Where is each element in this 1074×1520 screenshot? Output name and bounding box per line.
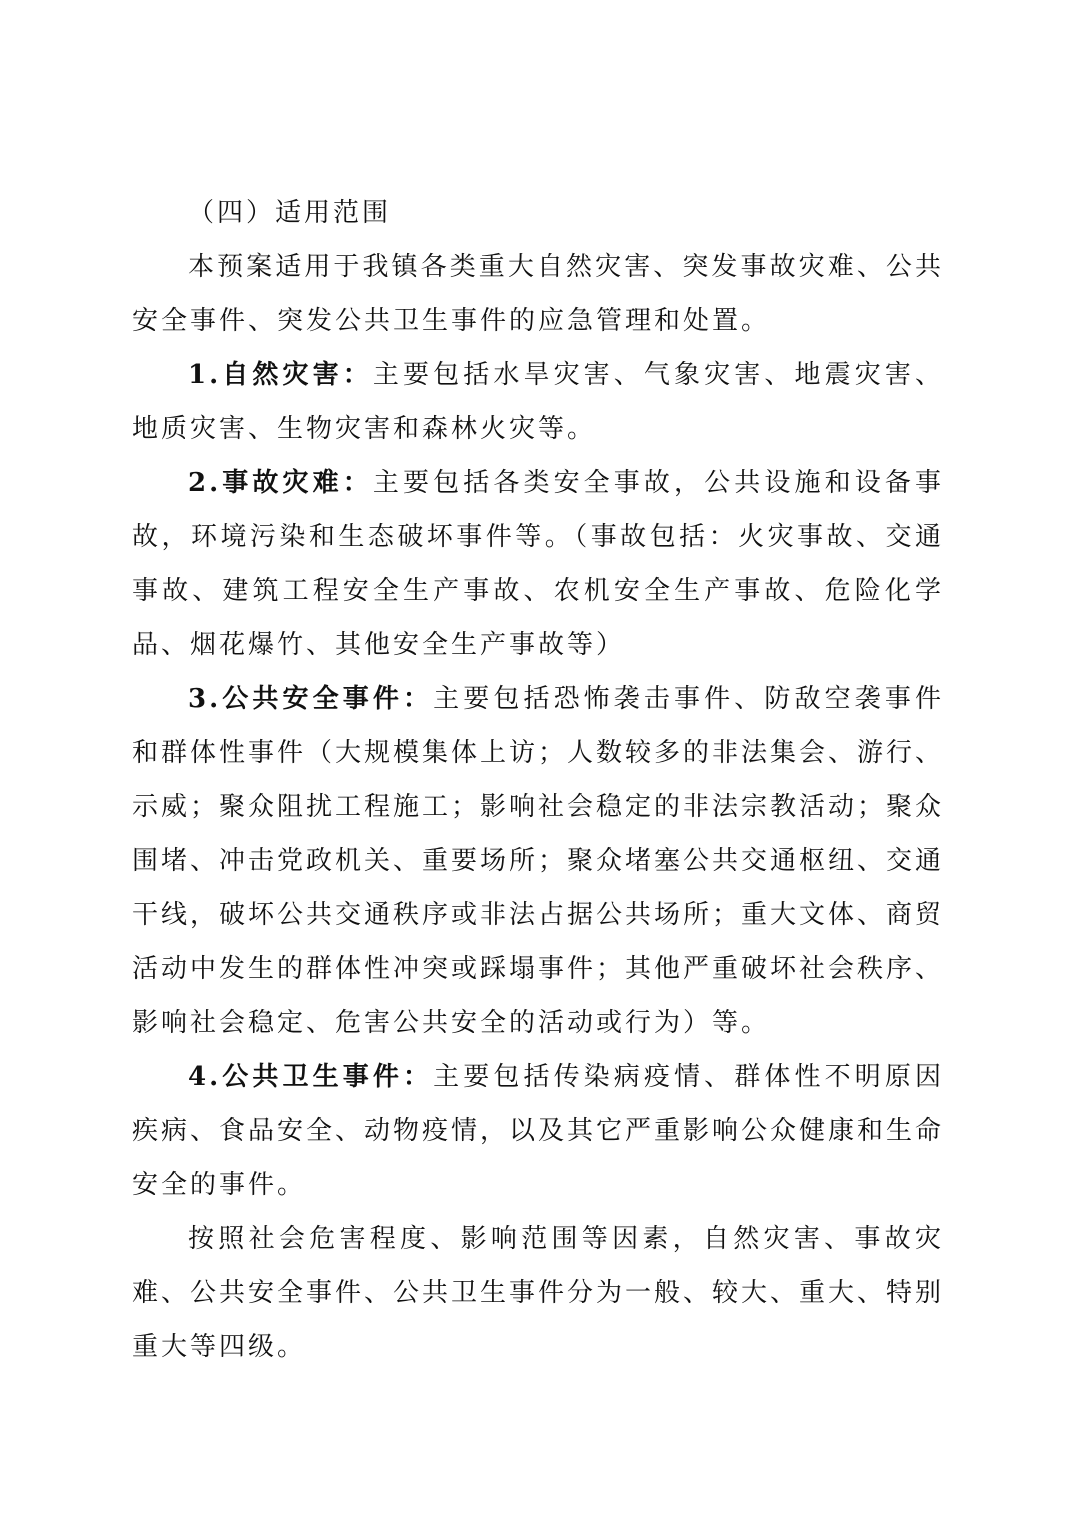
section-heading: （四）适用范围 bbox=[188, 198, 392, 228]
intro-paragraph: 本预案适用于我镇各类重大自然灾害、突发事故灾难、公共安全事件、突发公共卫生事件的应急管理和处置。 bbox=[132, 252, 944, 336]
item-label: 1.自然灾害： bbox=[188, 360, 373, 390]
item-label: 2.事故灾难： bbox=[188, 468, 373, 498]
closing-paragraph: 按照社会危害程度、影响范围等因素，自然灾害、事故灾难、公共安全事件、公共卫生事件分为一般、较大、重大、特别重大等四级。 bbox=[132, 1224, 945, 1362]
item-text: 主要包括恐怖袭击事件、防敌空袭事件和群体性事件（大规模集体上访；人数较多的非法集会、游行、示威；聚众阻扰工程施工；影响社会稳定的非法宗教活动；聚众围堵、冲击党政机关、重要场所；聚众堵塞公共交通枢纽、交通干线，破坏公共交通秩序或非法占据公共场所；重大文体、商贸活动中发生的群体性冲突或踩塌事件；其他严重破坏社会秩序、影响社会稳定、危害公共安全的活动或行为）等。 bbox=[132, 684, 945, 1038]
item-text: 主要包括各类安全事故，公共设施和设备事故，环境污染和生态破坏事件等。（事故包括：火灾事故、交通事故、建筑工程安全生产事故、农机安全生产事故、危险化学品、烟花爆竹、其他安全生产事故等） bbox=[132, 468, 944, 660]
item-natural-disasters bbox=[132, 348, 944, 456]
item-text: 主要包括水旱灾害、气象灾害、地震灾害、地质灾害、生物灾害和森林火灾等。 bbox=[132, 360, 944, 444]
item-accidents bbox=[132, 456, 944, 672]
item-public-health bbox=[132, 1050, 944, 1212]
item-public-security bbox=[132, 672, 944, 1050]
item-text: 主要包括传染病疫情、群体性不明原因疾病、食品安全、动物疫情，以及其它严重影响公众健康和生命安全的事件。 bbox=[132, 1062, 945, 1200]
item-label: 4.公共卫生事件： bbox=[188, 1062, 434, 1092]
item-label: 3.公共安全事件： bbox=[188, 684, 434, 714]
